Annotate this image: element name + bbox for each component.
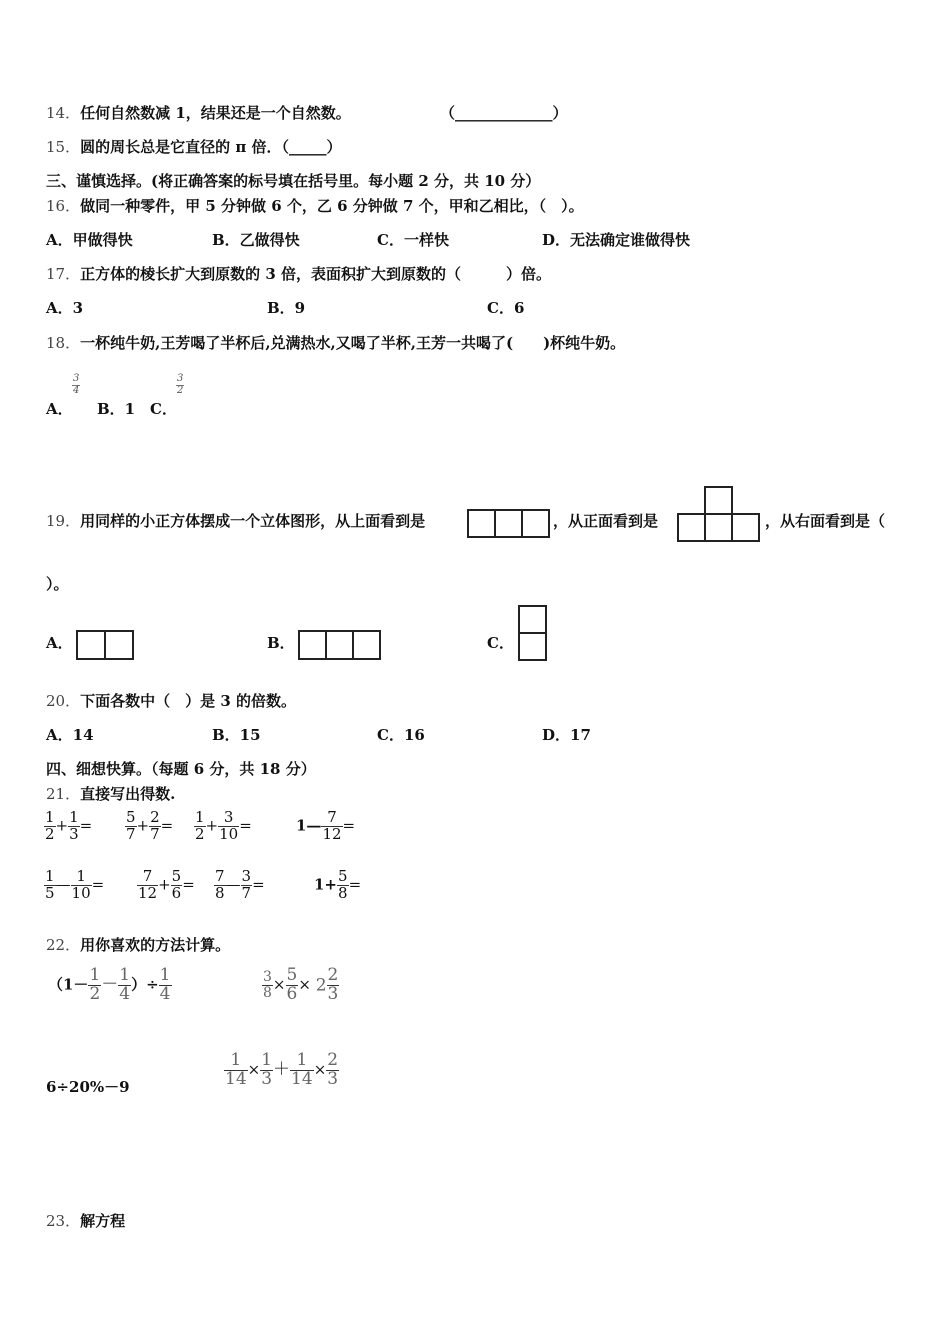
q22-number: 22．	[46, 936, 81, 954]
q14-answer-blank[interactable]: （_____________）	[440, 104, 568, 122]
fraction-denominator: 2	[45, 824, 55, 843]
expression-close: ）÷	[131, 975, 159, 994]
fraction	[118, 967, 131, 1004]
fraction-numerator: 1	[261, 1050, 273, 1070]
fraction-denominator: 14	[225, 1068, 247, 1089]
fraction-denominator: 6	[171, 883, 182, 902]
q18-option-a-label: A．	[46, 400, 73, 418]
fraction	[159, 967, 172, 1004]
equals-sign: =	[91, 875, 105, 894]
fraction	[326, 1052, 339, 1089]
q15-number: 15．	[46, 138, 81, 156]
q18-number: 18．	[46, 334, 81, 352]
q21-text: 直接写出得数.	[80, 785, 176, 803]
q22-expression-2	[262, 967, 339, 1004]
fraction-denominator: 14	[291, 1068, 313, 1089]
fraction	[327, 967, 340, 1004]
q23-number: 23．	[46, 1212, 81, 1230]
equals-sign: =	[239, 816, 252, 835]
q19-text-4: ）。	[46, 575, 69, 593]
operator: +	[136, 816, 150, 835]
q16-option-d[interactable]: D．无法确定谁做得快	[542, 231, 691, 249]
q19-option-b-label: B．	[267, 634, 295, 652]
q19-front-view-figure	[675, 484, 763, 544]
fraction	[44, 810, 56, 843]
section-4-heading: 四、细想快算。（每题 6 分，共 18 分）	[46, 760, 316, 778]
operator: －	[101, 974, 119, 995]
fraction	[194, 810, 206, 843]
fraction	[321, 810, 342, 843]
q19-option-a[interactable]	[46, 632, 73, 653]
fraction-denominator: 8	[215, 883, 225, 902]
q20-option-d[interactable]: D．17	[542, 726, 591, 744]
fraction	[44, 869, 56, 902]
q21-expression-3	[194, 810, 252, 843]
fraction-numerator: 5	[286, 965, 298, 985]
fraction-denominator: 12	[138, 883, 158, 902]
q14-number: 14．	[46, 104, 81, 122]
fraction	[218, 810, 239, 843]
q21-expression-7	[214, 869, 265, 902]
q22-expression-4	[224, 1052, 339, 1089]
q18-option-b[interactable]: B．1	[97, 400, 136, 418]
q20-line	[46, 690, 296, 711]
q20-option-c[interactable]: C．16	[377, 726, 425, 744]
fraction-denominator: 12	[322, 824, 342, 843]
fraction-denominator: 3	[327, 1068, 339, 1089]
fraction-numerator: 1	[195, 808, 205, 826]
equals-sign: =	[160, 816, 174, 835]
q17-option-a[interactable]: A．3	[46, 299, 84, 317]
q22-expression-1	[48, 967, 172, 1004]
expression-open: （1－	[48, 975, 89, 994]
operator: +	[55, 816, 69, 835]
operator: ＋	[273, 1059, 291, 1080]
q18-line	[46, 332, 625, 353]
q16-option-c[interactable]: C．一样快	[377, 231, 449, 249]
fraction-denominator: 2	[195, 824, 205, 843]
q22-expression-3: 6÷20%－9	[46, 1078, 130, 1096]
q21-expression-8	[314, 869, 361, 902]
fraction-numerator: 2	[327, 1050, 339, 1070]
fraction-numerator: 1	[159, 965, 171, 985]
q21-expression-5	[44, 869, 104, 902]
fraction-numerator: 1	[45, 808, 55, 826]
q16-option-b[interactable]: B．乙做得快	[212, 231, 300, 249]
q16-line	[46, 195, 584, 216]
q17-line	[46, 263, 551, 284]
fraction-numerator: 3	[177, 373, 184, 384]
fraction-denominator: 4	[119, 983, 131, 1004]
fraction-denominator: 2	[89, 983, 101, 1004]
q17-number: 17．	[46, 265, 81, 283]
fraction-numerator: 1	[89, 965, 101, 985]
q19-option-c-figure	[516, 603, 550, 663]
fraction-numerator: 7	[215, 867, 225, 885]
fraction-numerator: 5	[171, 867, 182, 885]
fraction	[290, 1052, 314, 1089]
fraction-numerator: 5	[338, 867, 348, 885]
fraction-denominator: 3	[261, 1068, 273, 1089]
q20-text: 下面各数中（ ）是 3 的倍数。	[80, 692, 296, 710]
expression-lead: 1—	[296, 816, 322, 835]
q21-expression-4	[296, 810, 355, 843]
fraction-denominator: 4	[73, 384, 80, 396]
fraction-denominator: 5	[45, 883, 55, 902]
operator: ×	[247, 1060, 261, 1079]
q19-text-3: ，从右面看到是（	[765, 512, 886, 530]
q16-number: 16．	[46, 197, 81, 215]
q20-number: 20．	[46, 692, 81, 710]
q21-line	[46, 783, 175, 804]
fraction	[68, 810, 80, 843]
fraction-numerator: 1	[45, 867, 55, 885]
fraction-numerator: 1	[224, 1052, 248, 1071]
q19-text-2: ，从正面看到是	[553, 512, 659, 530]
equals-sign: =	[342, 816, 356, 835]
fraction	[262, 970, 273, 1000]
fraction-numerator: 3	[263, 969, 272, 986]
fraction-denominator: 8	[263, 984, 272, 1001]
fraction	[286, 967, 299, 1004]
fraction-denominator: 7	[150, 824, 160, 843]
fraction	[71, 869, 92, 902]
fraction	[149, 810, 161, 843]
equals-sign: =	[79, 816, 93, 835]
q16-text: 做同一种零件，甲 5 分钟做 6 个，乙 6 分钟做 7 个，甲和乙相比，（ ）。	[80, 197, 584, 215]
fraction-denominator: 10	[71, 883, 91, 902]
q19-line	[46, 510, 425, 531]
fraction	[171, 869, 183, 902]
q19-option-a-label: A．	[46, 634, 73, 652]
q18-option-c[interactable]	[150, 398, 177, 419]
fraction-numerator: 1	[71, 869, 92, 886]
equals-sign: =	[182, 875, 195, 894]
q18-option-a[interactable]	[46, 398, 73, 419]
operator: +	[205, 816, 219, 835]
mixed-whole: 2	[315, 975, 327, 996]
fraction-numerator: 7	[137, 869, 158, 886]
q16-option-a[interactable]: A．甲做得快	[46, 231, 133, 249]
fraction-numerator: 1	[290, 1052, 314, 1071]
q15-text: 圆的周长总是它直径的 π 倍．（_____）	[80, 138, 342, 156]
q14-text: 任何自然数减 1，结果还是一个自然数。	[80, 104, 351, 122]
fraction-numerator: 7	[321, 810, 342, 827]
q19-option-a-figure	[74, 628, 136, 662]
equals-sign: =	[348, 875, 362, 894]
expression-lead: 1+	[314, 875, 338, 894]
q15-line	[46, 136, 342, 157]
equals-sign: =	[252, 875, 265, 894]
operator: —	[225, 875, 241, 894]
q19-option-b[interactable]	[267, 632, 295, 653]
q21-expression-6	[137, 869, 195, 902]
q19-top-view-figure	[466, 507, 552, 541]
fraction-denominator: 3	[327, 983, 339, 1004]
q18-option-c-label: C．	[150, 400, 177, 418]
q20-option-a[interactable]: A．14	[46, 726, 94, 744]
operator: +	[158, 875, 171, 894]
fraction-numerator: 2	[327, 965, 339, 985]
fraction-numerator: 3	[73, 373, 80, 384]
fraction-numerator: 1	[119, 965, 131, 985]
fraction-denominator: 4	[159, 983, 171, 1004]
fraction-denominator: 3	[69, 824, 79, 843]
q19-option-c-label: C．	[487, 634, 514, 652]
fraction-numerator: 1	[69, 808, 79, 826]
fraction-numerator: 3	[218, 810, 239, 827]
q19-number: 19．	[46, 512, 81, 530]
fraction-denominator: 2	[177, 384, 184, 396]
q19-option-c[interactable]	[487, 632, 514, 653]
q17-option-b[interactable]: B．9	[267, 299, 306, 317]
q14-line	[46, 102, 351, 123]
fraction-numerator: 2	[150, 808, 160, 826]
operator: ×	[313, 1060, 327, 1079]
q21-expression-1	[44, 810, 92, 843]
fraction-denominator: 7	[126, 824, 136, 843]
q19-text-1: 用同样的小正方体摆成一个立体图形，从上面看到是	[80, 512, 426, 530]
fraction-denominator: 6	[286, 983, 298, 1004]
fraction	[224, 1052, 248, 1089]
q21-number: 21．	[46, 785, 81, 803]
q20-option-b[interactable]: B．15	[212, 726, 261, 744]
operator: ×	[272, 975, 286, 994]
operator: —	[55, 875, 71, 894]
fraction	[214, 869, 226, 902]
fraction-numerator: 5	[126, 808, 136, 826]
fraction-denominator: 8	[338, 883, 348, 902]
q22-text: 用你喜欢的方法计算。	[80, 936, 231, 954]
q23-text: 解方程	[80, 1212, 126, 1230]
fraction	[137, 869, 158, 902]
fraction-denominator: 10	[219, 824, 239, 843]
q18-option-c-fraction	[176, 374, 184, 396]
fraction	[260, 1052, 273, 1089]
q22-line	[46, 934, 230, 955]
fraction	[241, 869, 253, 902]
q17-text: 正方体的棱长扩大到原数的 3 倍，表面积扩大到原数的（ ）倍。	[80, 265, 551, 283]
q21-expression-2	[125, 810, 173, 843]
fraction	[88, 967, 101, 1004]
q19-option-b-figure	[296, 628, 384, 662]
section-3-heading: 三、谨慎选择。(将正确答案的标号填在括号里。每小题 2 分，共 10 分）	[46, 172, 541, 190]
q23-line	[46, 1210, 125, 1231]
operator: ×	[298, 975, 311, 994]
fraction	[337, 869, 349, 902]
q17-option-c[interactable]: C．6	[487, 299, 525, 317]
fraction-numerator: 3	[241, 867, 252, 885]
q18-text: 一杯纯牛奶,王芳喝了半杯后,兑满热水,又喝了半杯,王芳一共喝了( )杯纯牛奶。	[80, 334, 626, 352]
fraction	[125, 810, 137, 843]
fraction-denominator: 7	[241, 883, 252, 902]
q18-option-a-fraction	[72, 374, 80, 396]
